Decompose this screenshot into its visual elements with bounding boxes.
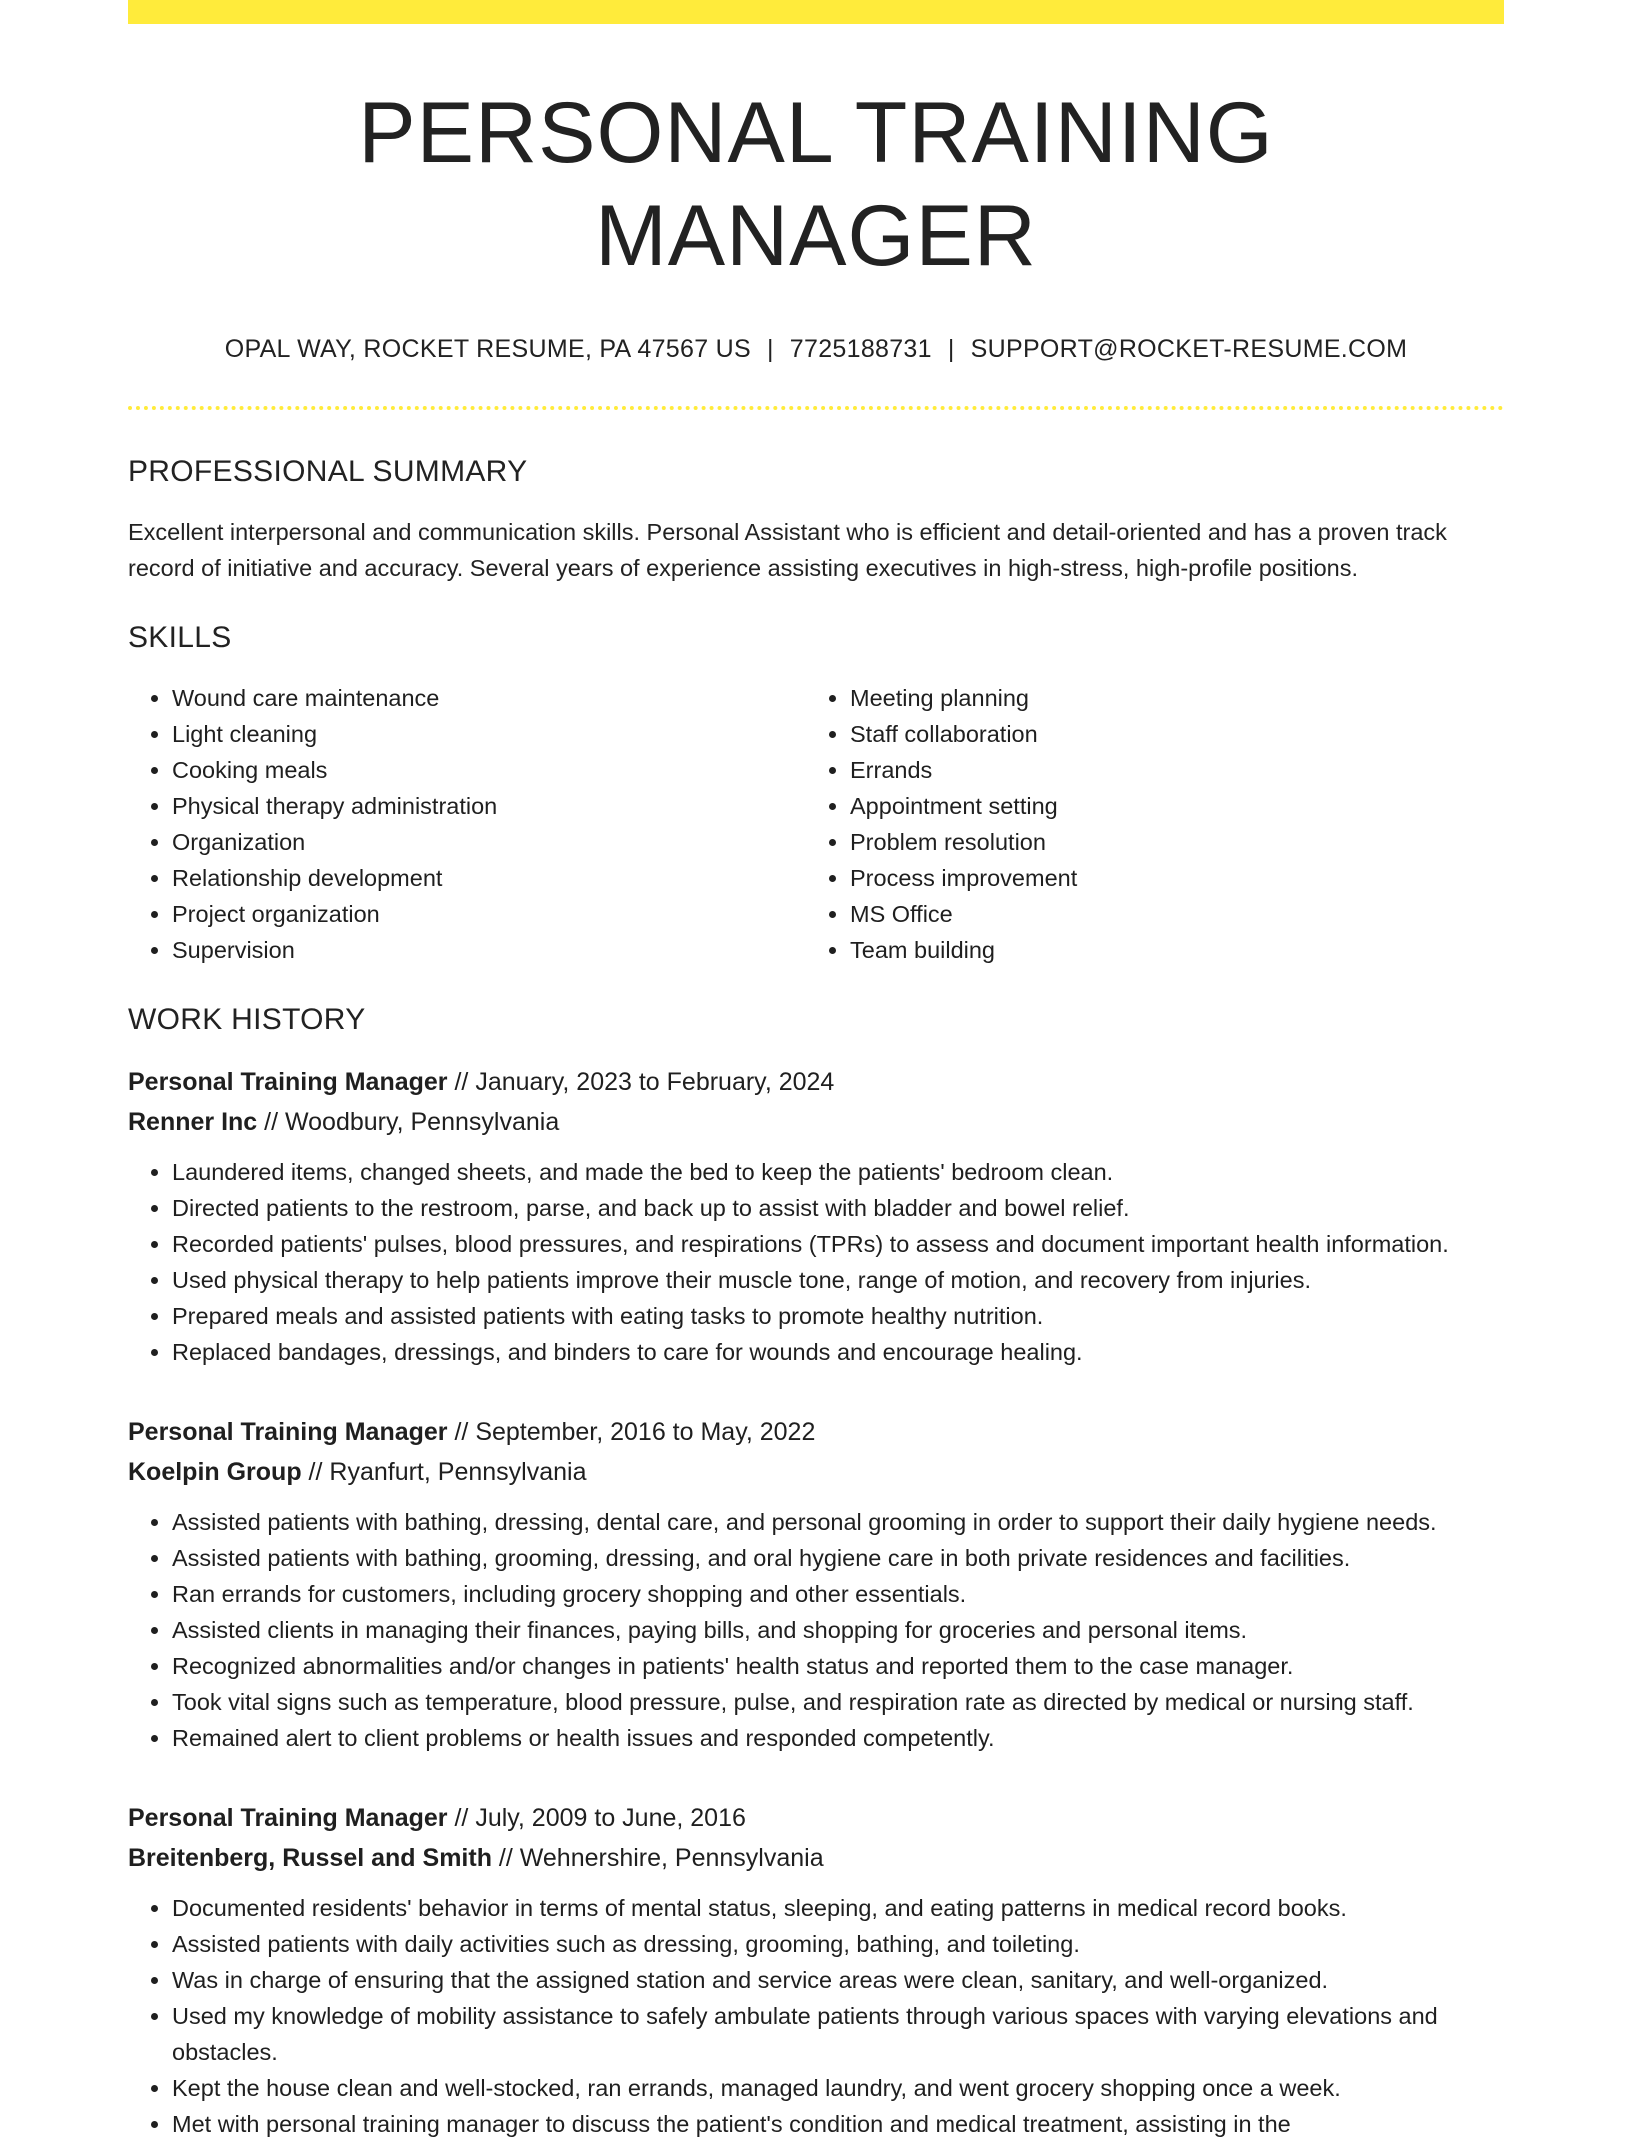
skills-heading: SKILLS (128, 621, 232, 655)
job-bullet: • Recorded patients' pulses, blood pressures, and respirations (TPRs) to assess and document important health information. (172, 1226, 1504, 1262)
job-location: // Woodbury, Pennsylvania (257, 1108, 560, 1137)
job-bullet: • Used my knowledge of mobility assistance to safely ambulate patients through various spaces with varying elevations and obstacles. (172, 1998, 1504, 2070)
skill-item: • Physical therapy administration (172, 788, 806, 824)
summary-text: Excellent interpersonal and communication skills. Personal Assistant who is efficient and detail-oriented and has a proven track record of initiative and accuracy. Several years of experience assisting executives in high-stress, high-profile positions. (128, 519, 1447, 582)
skills-list-right (806, 680, 1484, 968)
job-company: Koelpin Group (128, 1458, 302, 1487)
job-entry (128, 1798, 1504, 2142)
job-location: // Wehnershire, Pennsylvania (491, 1844, 824, 1873)
job-entry (128, 1062, 1504, 1370)
resume-page (128, 0, 1504, 2142)
job-bullet: • Prepared meals and assisted patients with eating tasks to promote healthy nutrition. (172, 1298, 1504, 1334)
job-bullet: • Kept the house clean and well-stocked, ran errands, managed laundry, and went grocery shopping once a week. (172, 2070, 1504, 2106)
job-bullet: • Took vital signs such as temperature, blood pressure, pulse, and respiration rate as directed by medical or nursing staff. (172, 1684, 1504, 1720)
job-company: Renner Inc (128, 1108, 258, 1137)
job-bullet: • Laundered items, changed sheets, and made the bed to keep the patients' bedroom clean. (172, 1154, 1504, 1190)
work-history-heading: WORK HISTORY (128, 1003, 366, 1037)
skill-item: • Light cleaning (172, 716, 806, 752)
dotted-divider (128, 406, 1504, 410)
skill-item: • Errands (850, 752, 1484, 788)
contact-separator: | (767, 335, 774, 364)
skill-item: • Process improvement (850, 860, 1484, 896)
job-title: Personal Training Manager (128, 1804, 448, 1833)
job-dates: // September, 2016 to May, 2022 (447, 1418, 816, 1447)
skill-item: • Organization (172, 824, 806, 860)
skill-item: • Relationship development (172, 860, 806, 896)
skill-item: • Cooking meals (172, 752, 806, 788)
skill-item: • Appointment setting (850, 788, 1484, 824)
skills-list-left (128, 680, 806, 968)
job-title-line (128, 1412, 1504, 1452)
skills-columns (128, 680, 1504, 968)
job-bullet: • Assisted patients with bathing, dressing, dental care, and personal grooming in order to support their daily hygiene needs. (172, 1504, 1504, 1540)
job-location: // Ryanfurt, Pennsylvania (301, 1458, 587, 1487)
job-bullets (128, 1504, 1504, 1756)
job-title: Personal Training Manager (128, 1418, 448, 1447)
job-bullet: • Documented residents' behavior in terms of mental status, sleeping, and eating patterns in medical record books. (172, 1890, 1504, 1926)
contact-address: OPAL WAY, ROCKET RESUME, PA 47567 US (224, 335, 751, 364)
skill-item: • Wound care maintenance (172, 680, 806, 716)
job-dates: // July, 2009 to June, 2016 (447, 1804, 746, 1833)
job-company: Breitenberg, Russel and Smith (128, 1844, 492, 1873)
contact-email: SUPPORT@ROCKET-RESUME.COM (970, 335, 1408, 364)
contact-phone: 7725188731 (789, 335, 932, 364)
skill-item: • Team building (850, 932, 1484, 968)
contact-separator: | (947, 335, 955, 364)
summary-heading: PROFESSIONAL SUMMARY (128, 455, 528, 489)
job-bullet: • Recognized abnormalities and/or changes in patients' health status and reported them to the case manager. (172, 1648, 1504, 1684)
job-bullet: • Assisted clients in managing their finances, paying bills, and shopping for groceries and personal items. (172, 1612, 1504, 1648)
job-bullet: • Was in charge of ensuring that the assigned station and service areas were clean, sanitary, and well-organized. (172, 1962, 1504, 1998)
job-bullet: • Met with personal training manager to discuss the patient's condition and medical treatment, assisting in the (172, 2106, 1504, 2142)
work-history-list (128, 1062, 1504, 2142)
job-company-line (128, 1838, 1504, 1878)
skill-item: • Problem resolution (850, 824, 1484, 860)
contact-line (128, 334, 1504, 364)
job-company-line (128, 1102, 1504, 1142)
job-dates: // January, 2023 to February, 2024 (447, 1068, 835, 1097)
skill-item: • Meeting planning (850, 680, 1484, 716)
job-company-line (128, 1452, 1504, 1492)
job-bullet: • Assisted patients with daily activities such as dressing, grooming, bathing, and toileting. (172, 1926, 1504, 1962)
job-bullet: • Used physical therapy to help patients improve their muscle tone, range of motion, and recovery from injuries. (172, 1262, 1504, 1298)
job-bullets (128, 1890, 1504, 2142)
job-bullet: • Replaced bandages, dressings, and binders to care for wounds and encourage healing. (172, 1334, 1504, 1370)
skill-item: • Supervision (172, 932, 806, 968)
job-title-line (128, 1798, 1504, 1838)
job-bullet: • Assisted patients with bathing, grooming, dressing, and oral hygiene care in both private residences and facilities. (172, 1540, 1504, 1576)
skill-item: • Project organization (172, 896, 806, 932)
skill-item: • MS Office (850, 896, 1484, 932)
accent-top-bar (128, 0, 1504, 24)
job-bullet: • Directed patients to the restroom, parse, and back up to assist with bladder and bowel relief. (172, 1190, 1504, 1226)
job-title: Personal Training Manager (128, 1068, 448, 1097)
job-title-line (128, 1062, 1504, 1102)
job-bullets (128, 1154, 1504, 1370)
job-bullet: • Remained alert to client problems or health issues and responded competently. (172, 1720, 1504, 1756)
job-entry (128, 1412, 1504, 1756)
resume-title: PERSONAL TRAINING MANAGER (358, 85, 1274, 285)
skill-item: • Staff collaboration (850, 716, 1484, 752)
job-bullet: • Ran errands for customers, including grocery shopping and other essentials. (172, 1576, 1504, 1612)
